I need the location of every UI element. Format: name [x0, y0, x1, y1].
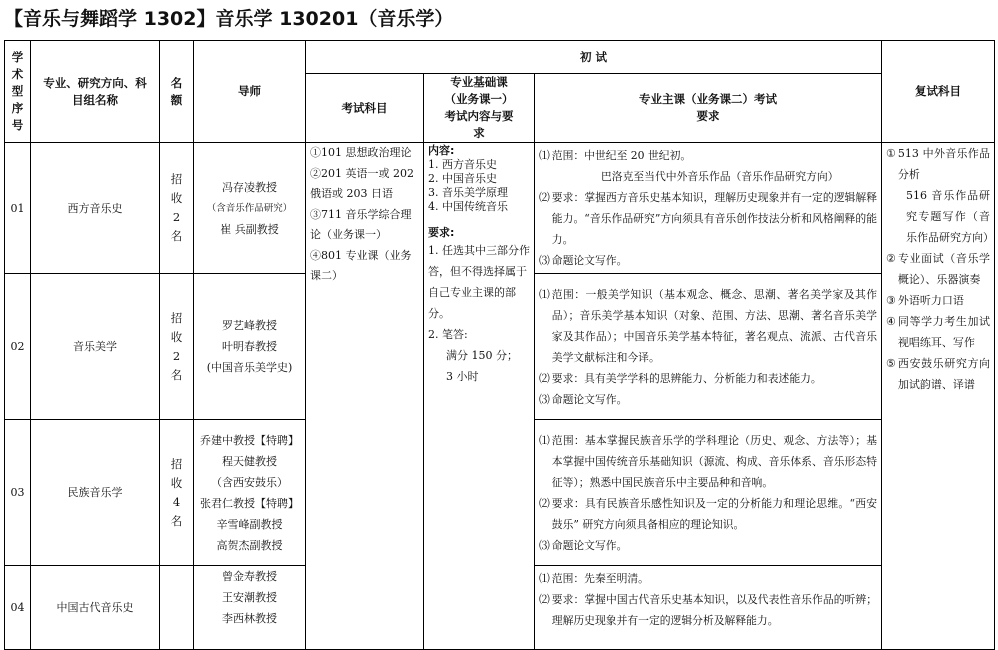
main-course-cell: ⑴ 范围：一般美学知识（基本观念、概念、思潮、著名美学家及其作品）；音乐美学基本知识（对象、范围、方法、思潮、著名音乐美学家及其作品）；中国音乐美学基本特征，著名观点、流派、古代音乐美学文献标注和今译。 ⑵ 要求：具有美学学科的思辨能力、分析能力和表述能力。 ⑶ 命题论文写作。 — [535, 274, 882, 420]
mentor-cell: 乔建中教授【特聘】 程天健教授 （含西安鼓乐） 张君仁教授【特聘】 辛雪峰副教授 高贺杰副教授 — [194, 420, 306, 566]
major-cell: 音乐美学 — [31, 274, 160, 420]
quota-cell: 招 收 2 名 — [160, 143, 194, 274]
mentor-cell: 罗艺峰教授 叶明春教授 (中国音乐美学史) — [194, 274, 306, 420]
major-cell: 中国古代音乐史 — [31, 566, 160, 650]
main-course-cell: ⑴ 范围：中世纪至 20 世纪初。 巴洛克至当代中外音乐作品（音乐作品研究方向） ⑵ 要求：掌握西方音乐史基本知识，理解历史现象并有一定的逻辑解释能力。“音乐作品研究”方向须具有音乐创作技法分析和风格阐释的能力。 ⑶ 命题论文写作。 — [535, 143, 882, 274]
page-title: 【音乐与舞蹈学 1302】音乐学 130201（音乐学） — [4, 8, 454, 30]
header-basic: 专业基础课（业务课一）考试内容与要求 — [424, 74, 535, 143]
header-seq: 学术型序号 — [5, 41, 31, 143]
table-row — [5, 143, 995, 274]
header-quota: 名额 — [160, 41, 194, 143]
seq-cell: 03 — [5, 420, 31, 566]
basic-course-cell: 内容: 1. 西方音乐史 2. 中国音乐史 3. 音乐美学原理 4. 中国传统音乐 要求: 1. 任选其中三部分作答，但不得选择属于自己专业主课的部分。 2. 笔答: 满分 150 分； 3 小时 — [424, 143, 535, 650]
header-main: 专业主课（业务课二）考试要求 — [535, 74, 882, 143]
header-subjects: 考试科目 — [306, 74, 424, 143]
major-cell: 西方音乐史 — [31, 143, 160, 274]
main-course-cell: ⑴ 范围：先秦至明清。 ⑵ 要求：掌握中国古代音乐史基本知识，以及代表性音乐作品的听辨；理解历史现象并有一定的逻辑分析及解释能力。 — [535, 566, 882, 650]
quota-cell: 招 收 2 名 — [160, 274, 194, 420]
header-initial: 初 试 — [306, 41, 882, 74]
quota-cell: 招 收 4 名 — [160, 420, 194, 566]
major-cell: 民族音乐学 — [31, 420, 160, 566]
main-course-cell: ⑴ 范围：基本掌握民族音乐学的学科理论（历史、观念、方法等）；基本掌握中国传统音乐基础知识（源流、构成、音乐体系、音乐形态特征等）；熟悉中国民族音乐中主要品种和音响。 ⑵ 要求：具有民族音乐感性知识及一定的分析能力和理论思维。“西安鼓乐” 研究方向须具备相应的理论知识。 ⑶ 命题论文写作。 — [535, 420, 882, 566]
header-retest: 复试科目 — [882, 41, 995, 143]
quota-cell — [160, 566, 194, 650]
header-mentor: 导师 — [194, 41, 306, 143]
header-major: 专业、研究方向、科目组名称 — [31, 41, 160, 143]
subjects-cell: ①101 思想政治理论 ②201 英语一或 202 俄语或 203 日语 ③711 音乐学综合理论（业务课一） ④801 专业课（业务课二） — [306, 143, 424, 650]
retest-cell: ① 513 中外音乐作品分析 516 音乐作品研究专题写作（音乐作品研究方向） ② 专业面试（音乐学概论）、乐器演奏 ③ 外语听力口语 ④ 同等学力考生加试视唱练耳、写作 ⑤ 西安鼓乐研究方向加试韵谱、译谱 — [882, 143, 995, 650]
mentor-cell: 冯存凌教授 （含音乐作品研究） 崔 兵副教授 — [194, 143, 306, 274]
mentor-cell: 曾金寿教授 王安潮教授 李西林教授 — [194, 566, 306, 650]
exam-table — [4, 40, 995, 650]
seq-cell: 01 — [5, 143, 31, 274]
seq-cell: 02 — [5, 274, 31, 420]
seq-cell: 04 — [5, 566, 31, 650]
